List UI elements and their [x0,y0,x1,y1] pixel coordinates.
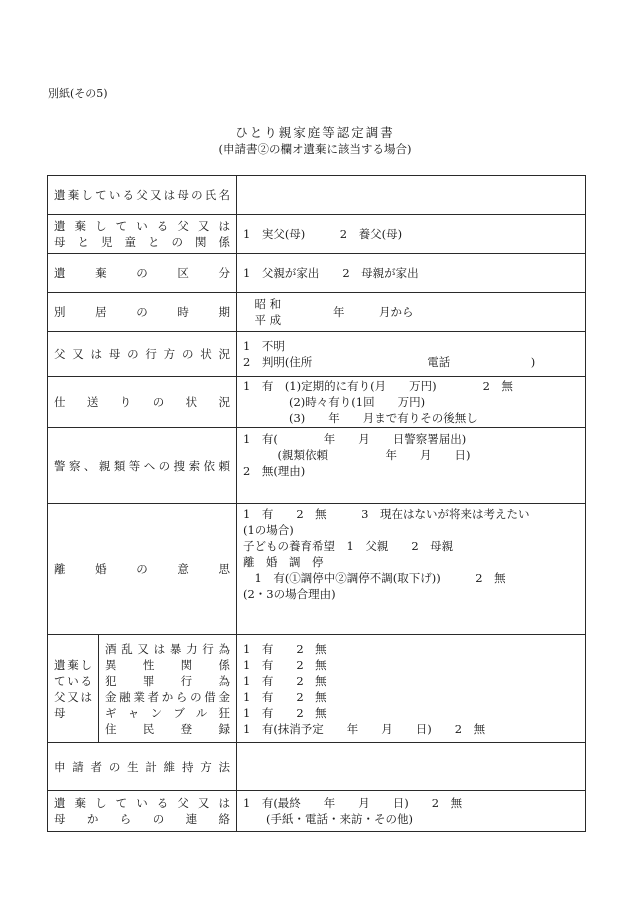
field-livelihood[interactable] [237,743,586,791]
row-divorce-intent [48,504,586,635]
divorce-intent-line5: 1 有(①調停中②調停不調(取下げ)) 2 無 [243,571,506,585]
row-separation-date [48,293,586,332]
row-whereabouts [48,332,586,377]
separation-year-month: 年 月から [333,305,414,319]
whereabouts-unknown: 1 不明 [243,339,285,353]
group-label-line3: 父又は [54,689,92,704]
divorce-intent-line1: 1 有 2 無 3 現在はないが将来は考えたい [243,507,530,521]
field-divorce-intent[interactable] [237,504,586,635]
item-label-residence: 住民登録 [105,721,230,736]
label-relationship-line2: 母と児童との関係 [54,235,230,249]
label-whereabouts: 父又は母の行方の状況 [48,332,237,377]
row-absent-parent-name [48,176,586,215]
contact-line2: (手紙・電話・来訪・その他) [243,812,413,826]
group-label-line2: ている [54,673,92,688]
field-separation-date[interactable] [237,293,586,332]
field-contact[interactable] [237,791,586,832]
label-search-request: 警察、親類等への捜索依頼 [48,428,237,504]
row-contact [48,791,586,832]
whereabouts-known: 2 判明(住所 電話 ) [243,355,536,369]
label-relationship-line1: 遺棄している父又は [54,219,230,233]
label-abandonment-type: 遺棄の区分 [48,254,237,293]
item-value-debt: 1 有 2 無 [243,689,327,704]
label-relationship [48,215,237,254]
item-label-drunk-violence: 酒乱又は暴力行為 [105,641,230,656]
search-request-line1: 1 有( 年 月 日警察署届出) [243,432,467,446]
label-livelihood: 申請者の生計維持方法 [48,743,237,791]
remittance-line2: (2)時々有り(1回 万円) [243,395,426,409]
label-absent-parent-name: 遺棄している父又は母の氏名 [48,176,237,215]
field-whereabouts[interactable] [237,332,586,377]
field-search-request[interactable] [237,428,586,504]
item-label-gambling: ギャンブル狂 [105,705,230,720]
label-contact-line1: 遺棄している父又は [54,796,230,810]
divorce-intent-line2: (1の場合) [243,523,294,537]
row-relationship [48,215,586,254]
row-abandonment-type [48,254,586,293]
field-parent-behavior[interactable] [237,635,586,743]
row-search-request [48,428,586,504]
page-reference: 別紙(その5) [48,87,108,100]
field-absent-parent-name[interactable] [237,176,586,215]
divorce-intent-line3: 子どもの養育希望 1 父親 2 母親 [243,539,454,553]
label-contact-line2: 母からの連絡 [54,812,230,826]
field-relationship[interactable] [237,215,586,254]
label-contact [48,791,237,832]
search-request-line3: 2 無(理由) [243,464,306,478]
label-divorce-intent: 離婚の意思 [48,504,237,635]
document-title: ひとり親家庭等認定調書 [235,125,395,140]
item-value-crime: 1 有 2 無 [243,673,327,688]
label-parent-behavior-items [99,635,237,743]
assessment-form-table [47,175,586,832]
label-separation-date: 別居の時期 [48,293,237,332]
item-value-residence: 1 有(抹消予定 年 月 日) 2 無 [243,721,486,736]
field-abandonment-type[interactable] [237,254,586,293]
group-label-line4: 母 [54,705,66,720]
remittance-line1: 1 有 (1)定期的に有り(月 万円) 2 無 [243,379,513,393]
field-remittance[interactable] [237,377,586,428]
divorce-intent-line4: 離 婚 調 停 [243,555,324,569]
item-label-crime: 犯罪行為 [105,673,230,688]
label-parent-behavior-group [48,635,99,743]
item-value-affairs: 1 有 2 無 [243,657,327,672]
remittance-line3: (3) 年 月まで有りその後無し [243,411,478,425]
group-label-line1: 遺棄し [54,657,92,672]
abandonment-type-options: 1 父親が家出 2 母親が家出 [243,266,419,280]
relationship-options: 1 実父(母) 2 養父(母) [243,227,403,241]
contact-line1: 1 有(最終 年 月 日) 2 無 [243,796,463,810]
era-showa: 昭 和 [243,297,282,311]
item-label-debt: 金融業者からの借金 [105,689,230,704]
item-label-affairs: 異性関係 [105,657,230,672]
document-subtitle: (申請書②の欄オ遺棄に該当する場合) [218,142,412,156]
item-value-drunk-violence: 1 有 2 無 [243,641,327,656]
row-livelihood [48,743,586,791]
item-value-gambling: 1 有 2 無 [243,705,327,720]
divorce-intent-line6: (2・3の場合理由) [243,587,336,601]
label-remittance: 仕送りの状況 [48,377,237,428]
row-remittance [48,377,586,428]
era-heisei: 平 成 [243,313,282,327]
row-parent-behavior [48,635,586,743]
search-request-line2: (親類依頼 年 月 日) [243,448,471,462]
